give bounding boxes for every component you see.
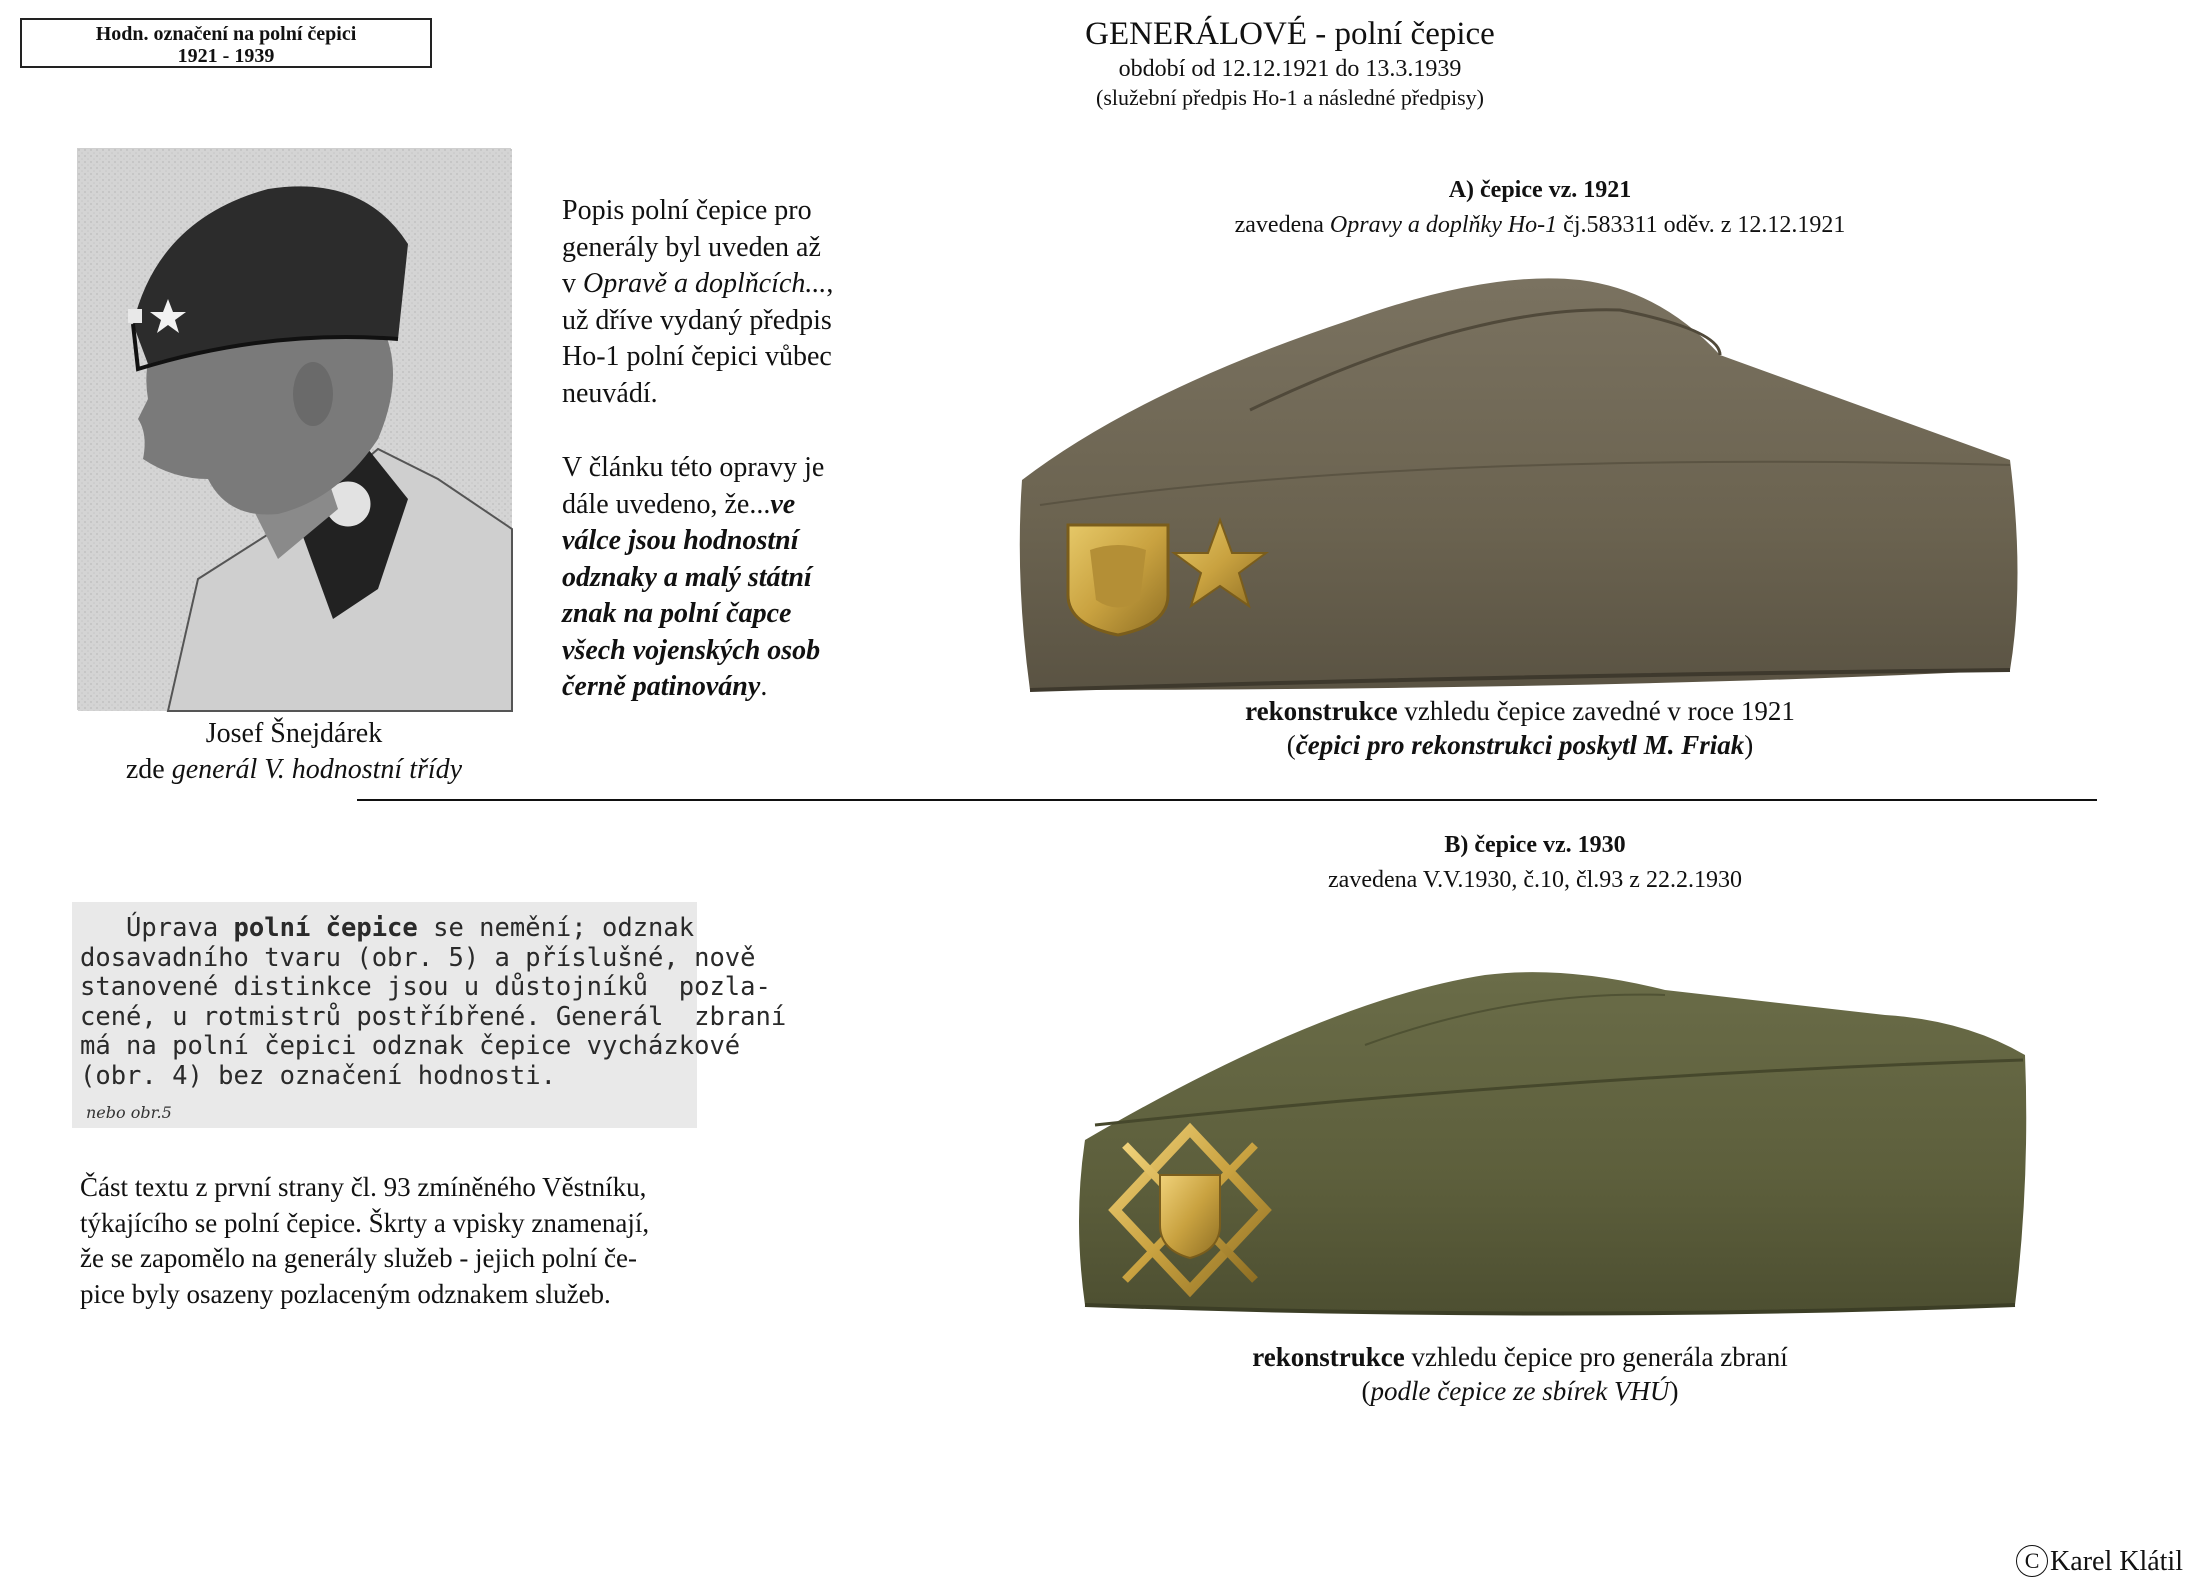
portrait-caption: [77, 716, 511, 788]
desc-line: neuvádí.: [562, 377, 658, 409]
desc-line: Ho-1 polní čepici vůbec: [562, 341, 832, 372]
description-paragraph-1: [562, 193, 902, 412]
scan-note-line: pice byly osazeny pozlaceným odznakem služeb.: [80, 1278, 611, 1309]
paren-open: (: [1286, 730, 1296, 760]
scan-line: stanovené distinkce jsou u důstojníků pozla-: [80, 972, 771, 1002]
portrait-image: [78, 149, 512, 711]
copyright-icon: C: [2016, 1545, 2048, 1577]
paren-open: (: [1361, 1376, 1371, 1406]
section-a-intro-post: čj.583311 oděv. z 12.12.1921: [1557, 212, 1846, 238]
scan-line: dosavadního tvaru (obr. 5) a příslušné, nově: [80, 942, 756, 973]
desc-line: [562, 669, 902, 706]
cap-1921-caption-line2: [1120, 728, 1920, 762]
desc-italic: Opravě a doplňcích...: [583, 268, 827, 299]
cap-1930-caption: [1120, 1340, 1920, 1408]
section-b-intro: zavedena V.V.1930, č.10, čl.93 z 22.2.1930: [1328, 867, 1742, 893]
paren-close: ): [1669, 1376, 1679, 1406]
header-label-box: [20, 18, 432, 68]
desc-line: [562, 523, 902, 560]
scan-note-line: týkajícího se polní čepice. Škrty a vpisky znamenají,: [80, 1207, 650, 1238]
desc-line: [562, 266, 902, 303]
cap-1921-caption-line1: [1120, 694, 1920, 728]
portrait-rank: [77, 752, 511, 788]
scan-line: (obr. 4) bez označení hodnosti.: [80, 1060, 556, 1091]
desc-bold-italic: černě patinovány: [562, 671, 761, 702]
cap-1921-svg: [1020, 250, 2030, 700]
desc-text: v: [562, 268, 583, 299]
desc-text: ,: [826, 268, 834, 299]
portrait-rank-italic: generál V. hodnostní třídy: [171, 754, 463, 785]
desc-bold-italic: znak na polní čapce: [562, 598, 792, 629]
scan-handwritten-note: nebo obr.5: [86, 1103, 172, 1122]
page-period: období od 12.12.1921 do 13.3.1939: [1118, 56, 1462, 82]
desc-line: už dříve vydaný předpis: [562, 304, 832, 336]
scan-bold: polní čepice: [233, 913, 418, 943]
section-a-title: A) čepice vz. 1921: [1448, 177, 1632, 203]
copyright: [2016, 1545, 2183, 1579]
desc-bold-italic: válce jsou hodnostní: [562, 525, 799, 556]
cap-1930-caption-source: podle čepice ze sbírek VHÚ: [1370, 1376, 1670, 1406]
cap-1930-caption-rest: vzhledu čepice pro generála zbraní: [1404, 1342, 1788, 1372]
scan-line: [80, 914, 697, 944]
desc-line: [562, 596, 902, 633]
cap-1921-caption-bold: rekonstrukce: [1245, 696, 1398, 726]
paren-close: ): [1744, 730, 1754, 760]
desc-line: generály byl uveden až: [562, 231, 821, 263]
desc-text: .: [760, 671, 768, 702]
scan-note-line: že se zapomělo na generály služeb - jejich polní če-: [80, 1243, 637, 1273]
cap-1921-caption-rest: vzhledu čepice zavedné v roce 1921: [1397, 696, 1795, 726]
page-regulation: (služební předpis Ho-1 a následné předpisy): [1096, 85, 1484, 110]
scan-note: [80, 1170, 760, 1312]
desc-bold-italic: všech vojenských osob: [562, 634, 821, 666]
page-title: GENERÁLOVÉ - polní čepice: [1085, 16, 1495, 52]
desc-line: [562, 560, 902, 597]
scan-note-line: Část textu z první strany čl. 93 zmíněného Věstníku,: [80, 1172, 647, 1202]
desc-bold-italic: odznaky a malý státní: [562, 561, 812, 593]
regulation-scan: [72, 902, 787, 1128]
cap-1921-caption: [1120, 694, 1920, 762]
page-title-block: [960, 14, 1620, 112]
desc-line: [562, 633, 902, 670]
description-paragraph-2: [562, 450, 902, 706]
portrait-rank-prefix: zde: [125, 754, 172, 785]
section-a-intro-italic: Opravy a doplňky Ho-1: [1329, 212, 1558, 238]
desc-line: Popis polní čepice pro: [562, 195, 812, 226]
header-label-line2: 1921 - 1939: [177, 45, 275, 67]
scan-line: cené, u rotmistrů postříbřené. Generál zbraní: [80, 1001, 787, 1032]
scan-text: Úprava: [80, 913, 234, 943]
scan-line: má na polní čepici odznak čepice vycházkové: [80, 1031, 741, 1061]
desc-line: [562, 487, 902, 524]
section-a-intro: [1090, 208, 1990, 243]
cap-1930-image: [1065, 960, 2035, 1330]
section-a-heading: [1090, 173, 1990, 243]
section-divider: [357, 799, 2097, 801]
copyright-author: Karel Klátil: [2050, 1546, 2183, 1577]
desc-text: dále uvedeno, že...: [562, 488, 771, 520]
section-b-title: B) čepice vz. 1930: [1444, 832, 1626, 858]
cap-1930-caption-bold: rekonstrukce: [1252, 1342, 1405, 1372]
cap-1921-image: [1020, 250, 2030, 700]
portrait-name: Josef Šnejdárek: [205, 718, 383, 749]
scan-text: se nemění; odznak: [417, 913, 695, 943]
cap-1930-caption-line2: [1120, 1374, 1920, 1408]
section-a-intro-pre: zavedena: [1234, 212, 1330, 238]
cap-1930-svg: [1065, 960, 2035, 1330]
cap-1921-caption-credit: čepici pro rekonstrukci poskytl M. Friak: [1295, 730, 1745, 760]
cap-1930-caption-line1: [1120, 1340, 1920, 1374]
portrait-photo: [77, 148, 511, 710]
desc-line: V článku této opravy je: [562, 452, 825, 483]
desc-bold-italic: ve: [770, 488, 796, 520]
section-b-heading: [1085, 828, 1985, 898]
header-label-line1: Hodn. označení na polní čepici: [95, 23, 357, 45]
